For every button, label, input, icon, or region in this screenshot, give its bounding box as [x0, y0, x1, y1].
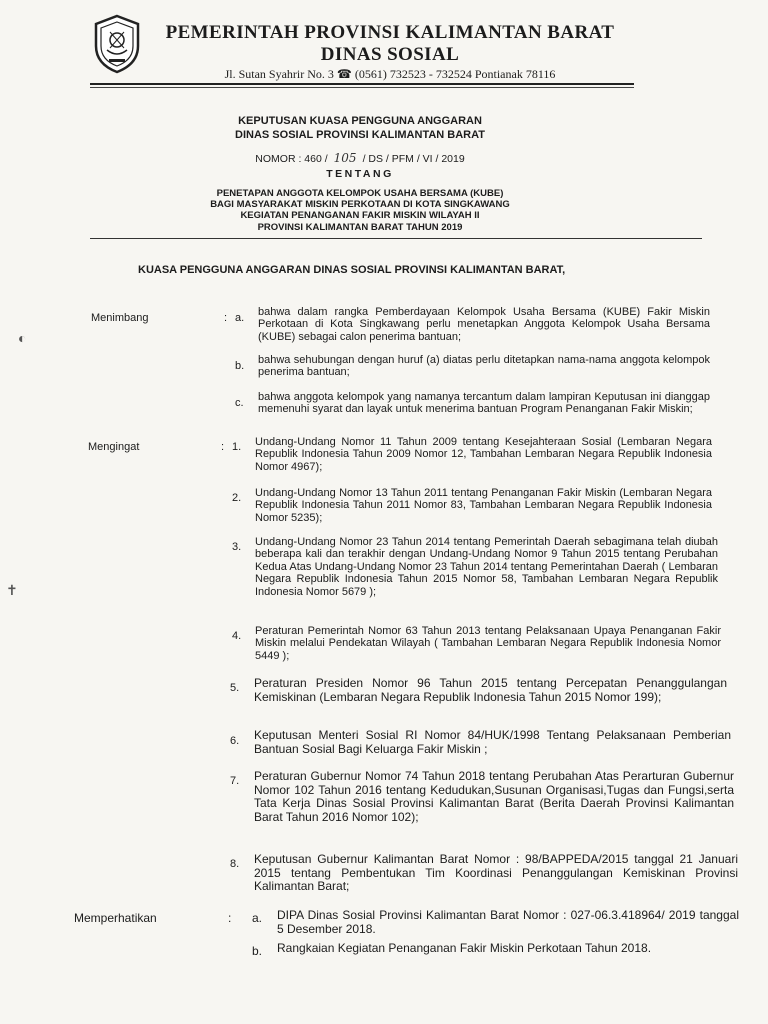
mengingat-item-1: Undang-Undang Nomor 11 Tahun 2009 tentang Kesejahteraan Sosial (Lembaran Negara Republik Indonesia Tahun 2009 Nomor 12, Tambahan Lembaran Negara Republik Indonesia Nomor 4967);	[255, 436, 712, 473]
binder-hole-mark: ◐	[18, 330, 27, 346]
letterhead-address: Jl. Sutan Syahrir No. 3 ☎ (0561) 732523 - 732524 Pontianak 78116	[224, 67, 556, 81]
item-marker: a.	[252, 911, 263, 925]
subject-line-2: BAGI MASYARAKAT MISKIN PERKOTAAN DI KOTA SINGKAWANG	[210, 199, 510, 210]
item-marker: b.	[252, 944, 263, 958]
letterhead-divider-thin	[90, 87, 634, 88]
decision-number-suffix: / DS / PFM / VI / 2019	[362, 153, 465, 165]
item-marker: 4.	[232, 630, 242, 642]
mengingat-item-6: Keputusan Menteri Sosial RI Nomor 84/HUK/1998 Tentang Pelaksanaan Pemberian Bantuan Sosial Bagi Keluarga Fakir Miskin ;	[254, 728, 731, 756]
mengingat-item-8: Keputusan Gubernur Kalimantan Barat Nomor : 98/BAPPEDA/2015 tanggal 21 Januari 2015 tentang Pembentukan Tim Koordinasi Penanggulangan Kemiskinan Provinsi Kalimantan Barat;	[254, 852, 738, 894]
pen-mark: ✝	[6, 582, 18, 598]
header-divider	[90, 238, 702, 239]
item-marker: a.	[235, 312, 245, 324]
item-marker: 3.	[232, 541, 242, 553]
decision-title-line2: DINAS SOSIAL PROVINSI KALIMANTAN BARAT	[235, 129, 485, 141]
section-colon: :	[221, 441, 225, 453]
mengingat-item-5: Peraturan Presiden Nomor 96 Tahun 2015 tentang Percepatan Penanggulangan Kemiskinan (Lembaran Negara Republik Indonesia Tahun 2015 Nomor 199);	[254, 676, 727, 704]
memperhatikan-item-a: DIPA Dinas Sosial Provinsi Kalimantan Barat Nomor : 027-06.3.418964/ 2019 tanggal 5 Desember 2018.	[277, 908, 739, 936]
decision-number-prefix: NOMOR : 460 /	[255, 153, 328, 165]
section-label-memperhatikan: Memperhatikan	[74, 911, 157, 925]
item-marker: b.	[235, 360, 245, 372]
item-marker: c.	[235, 397, 244, 409]
mengingat-item-4: Peraturan Pemerintah Nomor 63 Tahun 2013 tentang Pelaksanaan Upaya Penanganan Fakir Miskin melalui Pendekatan Wilayah ( Tambahan Lembaran Negara Republik Indonesia Nomor 5449 );	[255, 625, 721, 662]
section-colon: :	[224, 312, 228, 324]
menimbang-item-a: bahwa dalam rangka Pemberdayaan Kelompok Usaha Bersama (KUBE) Fakir Miskin Perkotaan di Kota Singkawang perlu menetapkan Anggota Kelompok Usaha Bersama (KUBE) sebagai calon penerima bantuan;	[258, 306, 710, 343]
item-marker: 2.	[232, 492, 242, 504]
item-marker: 6.	[230, 735, 240, 747]
item-marker: 5.	[230, 682, 240, 694]
section-label-menimbang: Menimbang	[91, 312, 149, 324]
mengingat-item-3: Undang-Undang Nomor 23 Tahun 2014 tentang Pemerintah Daerah sebagimana telah diubah beberapa kali dan terakhir dengan Undang-Undang Nomor 9 Tahun 2015 tentang Perubahan Kedua Atas Undang-Undang Nomor 23 Tahun 2014 tentang Pemerintahan Daerah ( Lembaran Negara Republik Indonesia Tahun 2015 Nomor 58, Tambahan Lembaran Negara Republik Indonesia Nomor 5679 );	[255, 536, 718, 598]
section-colon: :	[228, 911, 232, 925]
letterhead-government: PEMERINTAH PROVINSI KALIMANTAN BARAT	[165, 22, 615, 43]
section-label-mengingat: Mengingat	[88, 441, 140, 453]
letterhead-divider-thick	[90, 83, 634, 85]
mengingat-item-7: Peraturan Gubernur Nomor 74 Tahun 2018 tentang Perubahan Atas Perarturan Gubernur Nomor 102 Tahun 2016 tentang Kedudukan,Susunan Organisasi,Tugas dan Fungsi,serta Tata Kerja Dinas Sosial Provinsi Kalimantan Barat (Berita Daerah Provinsi Kalimantan Barat Tahun 2016 Nomor 102);	[254, 769, 734, 824]
subject-line-4: PROVINSI KALIMANTAN BARAT TAHUN 2019	[257, 222, 463, 233]
tentang-heading: TENTANG	[326, 168, 394, 180]
menimbang-item-b: bahwa sehubungan dengan huruf (a) diatas perlu ditetapkan nama-nama anggota kelompok penerima bantuan;	[258, 354, 710, 379]
item-marker: 8.	[230, 858, 240, 870]
subject-line-1: PENETAPAN ANGGOTA KELOMPOK USAHA BERSAMA (KUBE)	[216, 188, 504, 199]
item-marker: 1.	[232, 441, 242, 453]
menimbang-item-c: bahwa anggota kelompok yang namanya tercantum dalam lampiran Keputusan ini dianggap memenuhi syarat dan layak untuk menerima bantuan Program Penanganan Fakir Miskin;	[258, 391, 710, 416]
decision-number-handwritten: 105	[333, 151, 357, 165]
memperhatikan-item-b: Rangkaian Kegiatan Penanganan Fakir Miskin Perkotaan Tahun 2018.	[277, 941, 652, 955]
letterhead-agency: DINAS SOSIAL	[320, 44, 460, 65]
item-marker: 7.	[230, 775, 240, 787]
mengingat-item-2: Undang-Undang Nomor 13 Tahun 2011 tentang Penanganan Fakir Miskin (Lembaran Negara Republik Indonesia Tahun 2011 Nomor 83, Tambahan Lembaran Negara Republik Indonesia Nomor 5235);	[255, 487, 712, 524]
decision-number	[90, 151, 630, 165]
authority-statement: KUASA PENGGUNA ANGGARAN DINAS SOSIAL PROVINSI KALIMANTAN BARAT,	[138, 264, 566, 276]
subject-line-3: KEGIATAN PENANGANAN FAKIR MISKIN WILAYAH II	[240, 210, 480, 221]
province-emblem-logo	[92, 14, 142, 74]
decision-title-line1: KEPUTUSAN KUASA PENGGUNA ANGGARAN	[238, 115, 482, 127]
